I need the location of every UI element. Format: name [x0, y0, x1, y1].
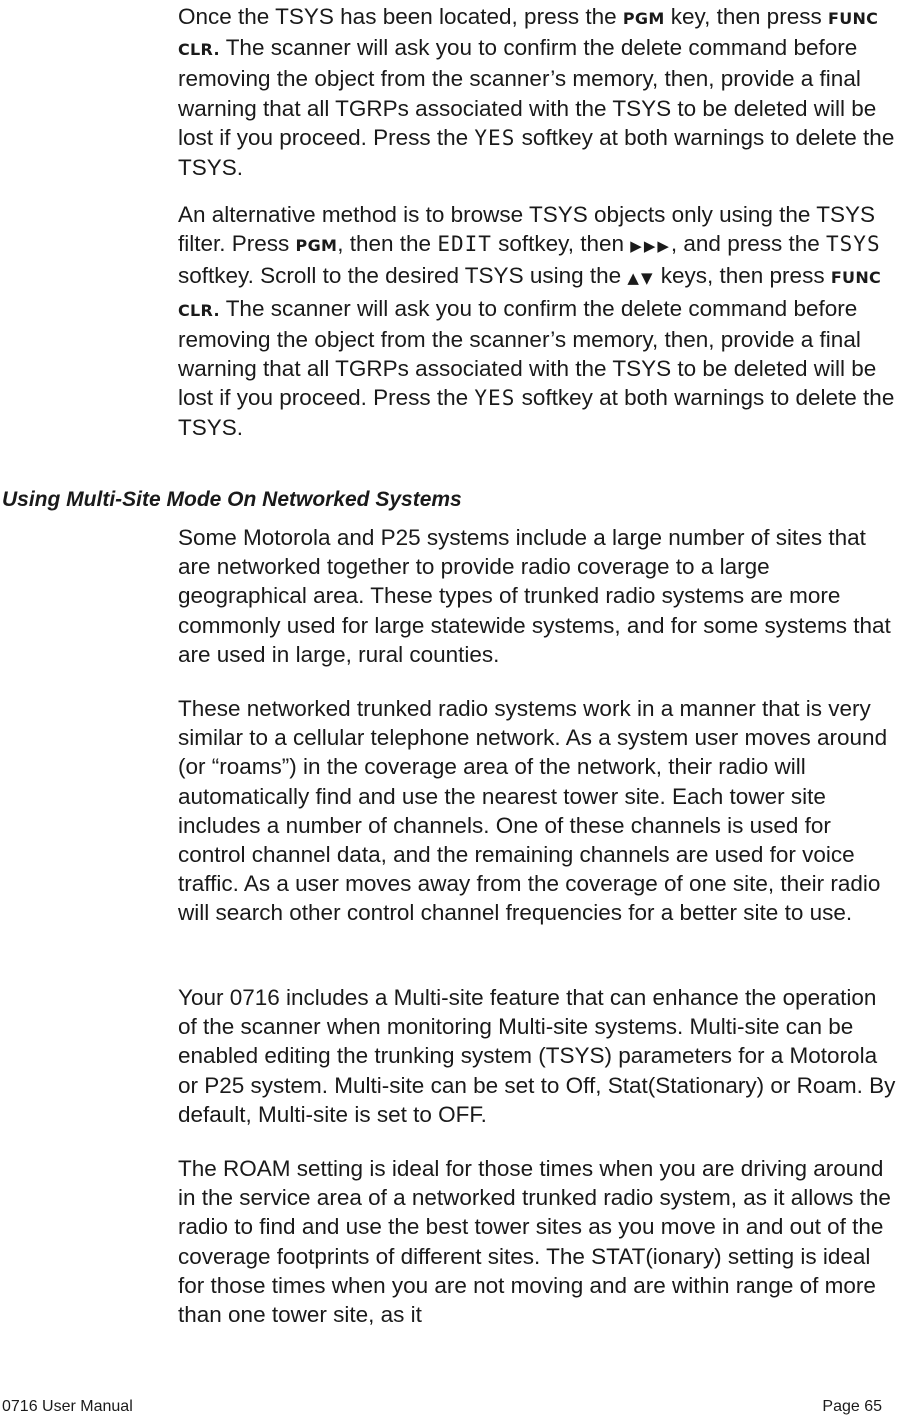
- key-func-clr: FUNC CLR.: [178, 9, 879, 60]
- text-segment: softkey, then: [491, 231, 631, 257]
- paragraph-delete-tsys: [178, 2, 896, 182]
- key-pgm: PGM: [295, 236, 338, 256]
- text-segment: softkey at both warnings to delete the TSYS.: [178, 385, 895, 441]
- softkey-edit: EDIT: [437, 232, 492, 257]
- softkey-yes: YES: [474, 386, 516, 411]
- footer-page-number: Page 65: [822, 1398, 882, 1415]
- paragraph-roam-stat: The ROAM setting is ideal for those times when you are driving around in the service area of a networked trunked radio system, as it allows the radio to find and use the best tower sites as you move in and out of the coverage footprints of different sites. The STAT(ionary) setting is ideal for those times when you are not moving and are within range of more than one tower site, as it: [178, 1156, 891, 1328]
- text-segment: softkey at both warnings to delete the TSYS.: [178, 124, 895, 181]
- paragraph-networked-sites: Some Motorola and P25 systems include a large number of sites that are networked together to provide radio coverage to a large geographical area. These types of trunked radio systems are more commonly used for large statewide systems, and for some systems that are used in large, rural counties.: [178, 525, 891, 667]
- text-segment: Once the TSYS has been located, press the: [178, 4, 623, 29]
- text-segment: softkey. Scroll to the desired TSYS using the: [178, 263, 628, 289]
- section-heading: Using Multi-Site Mode On Networked Systems: [2, 488, 462, 511]
- text-segment: keys, then press: [654, 263, 831, 289]
- up-down-arrow-keys-icon: ▲▼: [627, 269, 655, 288]
- text-segment: The scanner will ask you to confirm the delete command before removing the object from the scanner’s memory, then, provide a final warning that all TGRPs associated with the TSYS to be deleted will be lost if you proceed. Press the: [178, 295, 877, 411]
- text-segment: key, then press: [664, 4, 828, 29]
- text-segment: , and press the: [670, 231, 827, 257]
- key-func-clr: FUNC CLR.: [178, 268, 882, 320]
- right-arrow-keys-icon: ▶▶▶: [630, 237, 671, 256]
- paragraph-alternative-method: [178, 200, 896, 443]
- text-segment: , then the: [337, 231, 438, 257]
- paragraph-multisite-feature: Your 0716 includes a Multi-site feature that can enhance the operation of the scanner when monitoring Multi-site systems. Multi-site can be enabled editing the trunking system (TSYS) parameters for a Motorola or P25 system. Multi-site can be set to Off, Stat(Stationary) or Roam. By default, Multi-site is set to OFF.: [178, 985, 896, 1127]
- footer-manual-title: 0716 User Manual: [2, 1398, 133, 1415]
- softkey-tsys: TSYS: [826, 232, 881, 257]
- text-segment: The scanner will ask you to confirm the delete command before removing the object from the scanner’s memory, then, provide a final warning that all TGRPs associated with the TSYS to be deleted will be lost if you proceed. Press the: [178, 35, 877, 150]
- text-segment: An alternative method is to browse TSYS objects only using the TSYS filter. Press: [178, 202, 876, 257]
- softkey-yes: YES: [474, 125, 516, 150]
- paragraph-cellular-comparison: These networked trunked radio systems work in a manner that is very similar to a cellular telephone network. As a system user moves around (or “roams”) in the coverage area of the network, their radio will automatically find and use the nearest tower site. Each tower site includes a number of channels. One of these channels is used for control channel data, and the remaining channels are used for voice traffic. As a user moves away from the coverage of one site, their radio will search other control channel frequencies for a better site to use.: [178, 696, 888, 926]
- key-pgm: PGM: [622, 9, 665, 28]
